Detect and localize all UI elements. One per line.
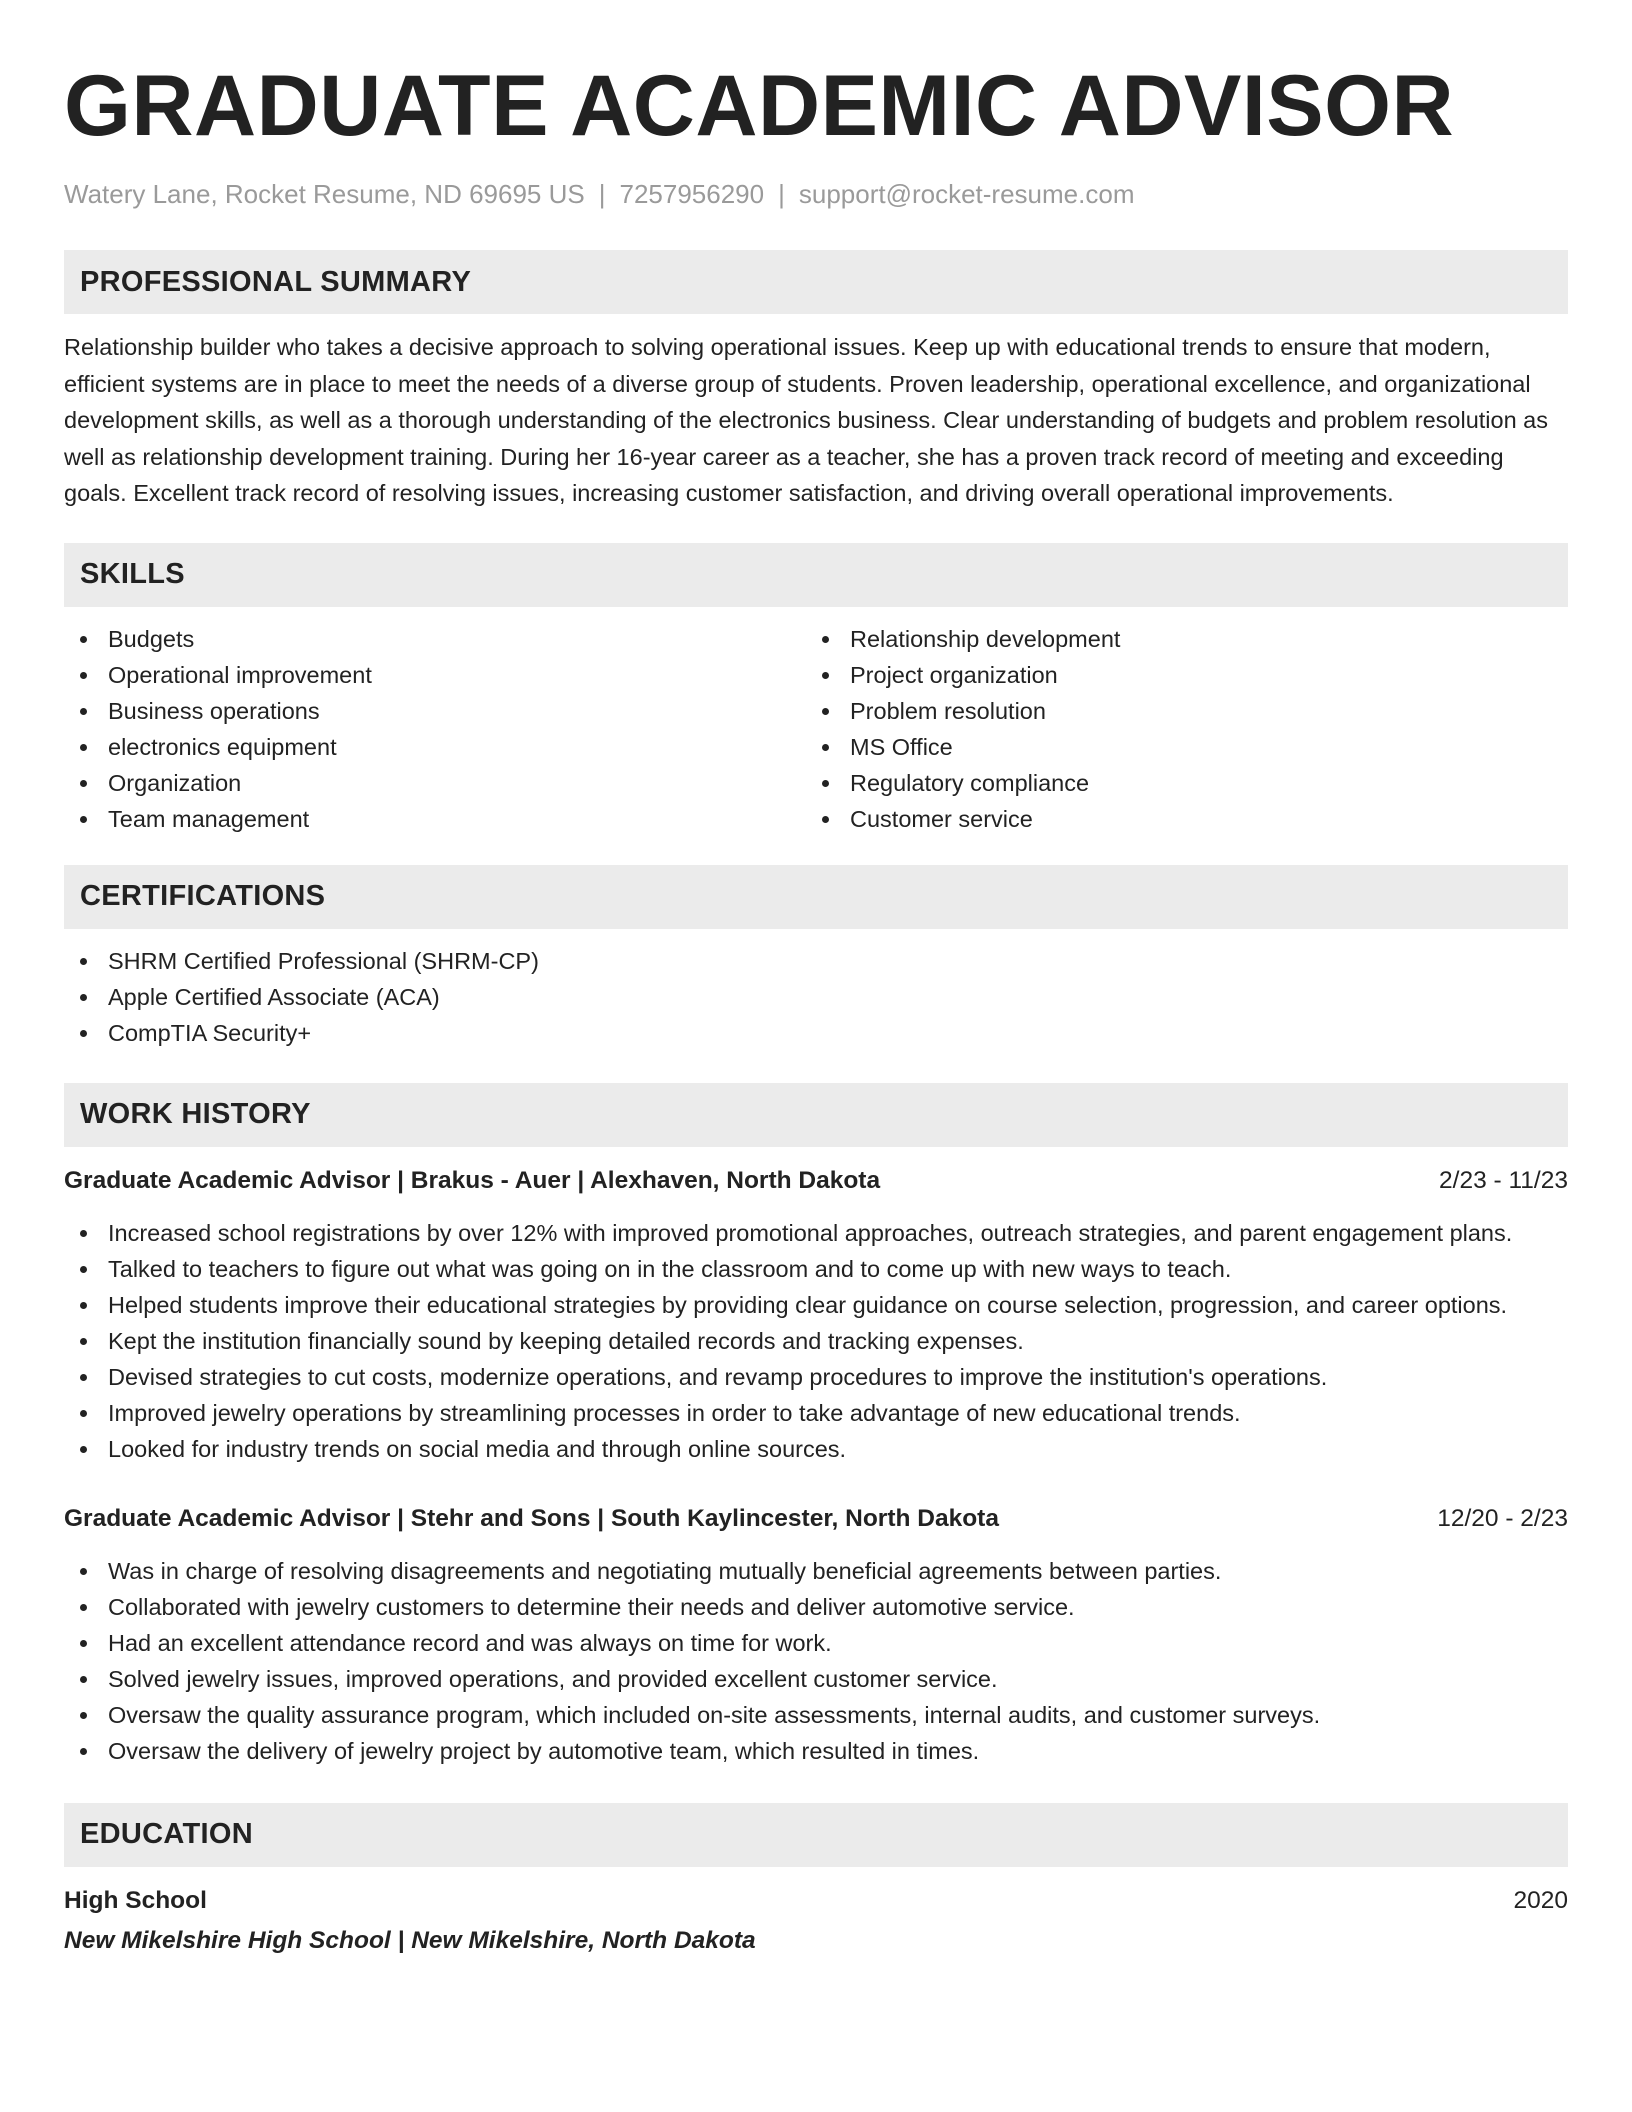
contact-line (64, 176, 1568, 212)
job-entry (64, 1163, 1568, 1467)
job-title: Graduate Academic Advisor | Stehr and Sons | South Kaylincester, North Dakota (64, 1504, 999, 1532)
job-dates: 2/23 - 11/23 (1439, 1166, 1568, 1194)
section-header-education: EDUCATION (64, 1803, 1568, 1867)
list-item: Operational improvement (64, 657, 806, 693)
list-item: Budgets (64, 621, 806, 657)
education-degree: High School (64, 1886, 207, 1914)
skills-column-right (806, 621, 1548, 837)
job-header (64, 1501, 1568, 1537)
list-item: Oversaw the quality assurance program, which included on-site assessments, internal audits, and customer surveys. (64, 1697, 1568, 1733)
job-title: Graduate Academic Advisor | Brakus - Auer | Alexhaven, North Dakota (64, 1166, 881, 1194)
certifications-list (64, 943, 1568, 1051)
section-header-skills: SKILLS (64, 543, 1568, 607)
list-item: Devised strategies to cut costs, modernize operations, and revamp procedures to improve the institution's operations. (64, 1359, 1568, 1395)
list-item: Apple Certified Associate (ACA) (64, 979, 1568, 1015)
page-title: GRADUATE ACADEMIC ADVISOR (64, 58, 1455, 154)
section-header-work-history: WORK HISTORY (64, 1083, 1568, 1147)
list-item: Helped students improve their educational strategies by providing clear guidance on course selection, progression, and career options. (64, 1287, 1568, 1323)
list-item: Customer service (806, 801, 1548, 837)
job-dates: 12/20 - 2/23 (1437, 1504, 1568, 1532)
job-entry (64, 1501, 1568, 1769)
list-item: Problem resolution (806, 693, 1548, 729)
job-header (64, 1163, 1568, 1199)
list-item: Business operations (64, 693, 806, 729)
list-item: Talked to teachers to figure out what was going on in the classroom and to come up with new ways to teach. (64, 1251, 1568, 1287)
list-item: SHRM Certified Professional (SHRM-CP) (64, 943, 1568, 979)
section-header-summary: PROFESSIONAL SUMMARY (64, 250, 1568, 314)
list-item: Increased school registrations by over 12% with improved promotional approaches, outreach strategies, and parent engagement plans. (64, 1215, 1568, 1251)
skills-column-left (64, 621, 806, 837)
list-item: Oversaw the delivery of jewelry project by automotive team, which resulted in times. (64, 1733, 1568, 1769)
list-item: Relationship development (806, 621, 1548, 657)
job-bullets (64, 1553, 1568, 1769)
education-school: New Mikelshire High School | New Mikelshire, North Dakota (64, 1926, 756, 1954)
list-item: Improved jewelry operations by streamlining processes in order to take advantage of new educational trends. (64, 1395, 1568, 1431)
education-entry (64, 1883, 1568, 1959)
skills-list (64, 621, 1568, 837)
list-item: Was in charge of resolving disagreements and negotiating mutually beneficial agreements between parties. (64, 1553, 1568, 1589)
education-year: 2020 (1513, 1886, 1568, 1914)
list-item: Kept the institution financially sound by keeping detailed records and tracking expenses. (64, 1323, 1568, 1359)
list-item: Team management (64, 801, 806, 837)
list-item: Regulatory compliance (806, 765, 1548, 801)
contact-address: Watery Lane, Rocket Resume, ND 69695 US (64, 179, 585, 209)
summary-text: Relationship builder who takes a decisive approach to solving operational issues. Keep up with educational trends to ensure that modern, efficient systems are in place to meet the needs of a diverse group of students. Proven leadership, operational excellence, and organizational development skills, as well as a thorough understanding of the electronics business. Clear understanding of budgets and problem resolution as well as relationship development training. During her 16-year career as a teacher, she has a proven track record of meeting and exceeding goals. Excellent track record of resolving issues, increasing customer satisfaction, and driving overall operational improvements. (64, 334, 1548, 506)
list-item: CompTIA Security+ (64, 1015, 1568, 1051)
contact-separator: | (598, 179, 606, 209)
list-item: Looked for industry trends on social media and through online sources. (64, 1431, 1568, 1467)
contact-phone: 7257956290 (619, 179, 765, 209)
section-header-certifications: CERTIFICATIONS (64, 865, 1568, 929)
resume-page (64, 56, 1568, 1959)
job-bullets (64, 1215, 1568, 1467)
education-header (64, 1883, 1568, 1919)
list-item: Collaborated with jewelry customers to determine their needs and deliver automotive service. (64, 1589, 1568, 1625)
list-item: Project organization (806, 657, 1548, 693)
contact-separator: | (778, 179, 785, 209)
list-item: electronics equipment (64, 729, 806, 765)
list-item: MS Office (806, 729, 1548, 765)
contact-email: support@rocket-resume.com (798, 179, 1135, 209)
list-item: Solved jewelry issues, improved operations, and provided excellent customer service. (64, 1661, 1568, 1697)
list-item: Had an excellent attendance record and was always on time for work. (64, 1625, 1568, 1661)
list-item: Organization (64, 765, 806, 801)
